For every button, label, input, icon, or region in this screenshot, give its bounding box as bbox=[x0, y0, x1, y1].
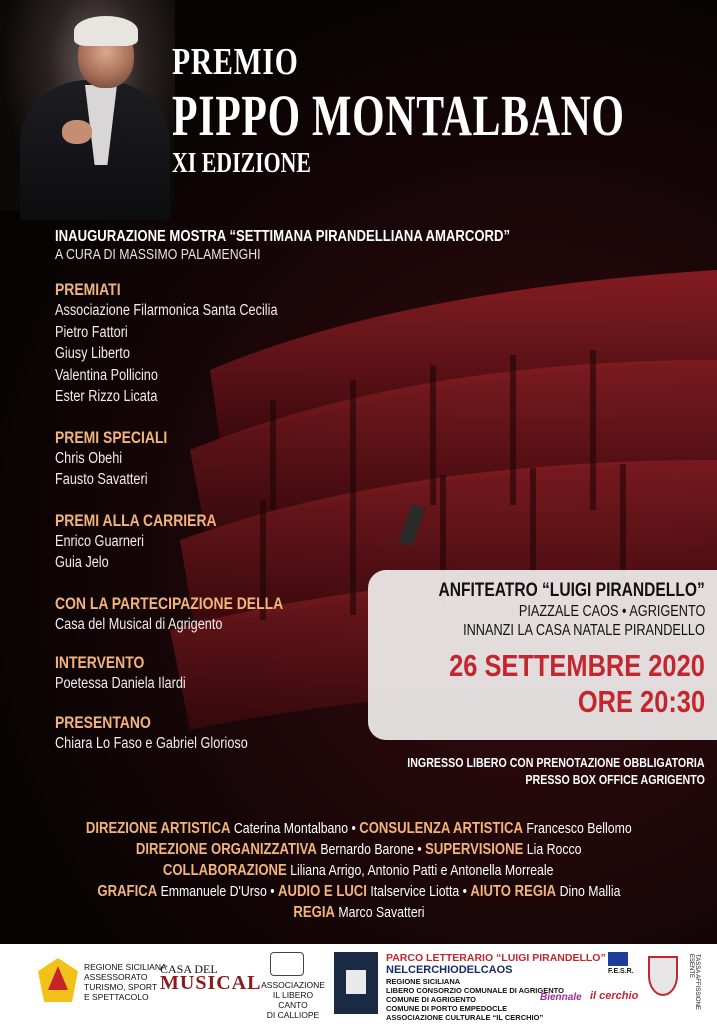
mostra-curator: A CURA DI MASSIMO PALAMENGHI bbox=[55, 246, 261, 263]
ingresso-line-2: PRESSO BOX OFFICE AGRIGENTO bbox=[525, 772, 705, 787]
tassa-affissione-note: TASSA AFFISSIONE ESENTE bbox=[688, 954, 700, 1010]
portrait-photo bbox=[0, 0, 175, 210]
list-item: Chris Obehi bbox=[55, 449, 123, 467]
list-item: Giusy Liberto bbox=[55, 345, 130, 362]
title-premio: PREMIO bbox=[172, 41, 299, 83]
fesr-label: F.E.S.R. bbox=[608, 968, 634, 975]
list-item: Poetessa Daniela Ilardi bbox=[55, 675, 186, 692]
ingresso-line-1: INGRESSO LIBERO CON PRENOTAZIONE OBBLIGATORIA bbox=[407, 755, 705, 770]
credits-line: DIREZIONE ORGANIZZATIVA Bernardo Barone • SUPERVISIONE Lia Rocco bbox=[135, 841, 582, 858]
credits-line: COLLABORAZIONE Liliana Arrigo, Antonio Patti e Antonella Morreale bbox=[163, 862, 554, 879]
section-premi-speciali bbox=[55, 428, 575, 491]
list-item: Chiara Lo Faso e Gabriel Glorioso bbox=[55, 734, 248, 752]
section-premi-carriera bbox=[55, 511, 575, 574]
section-heading: INTERVENTO bbox=[55, 653, 145, 672]
eu-flag-icon bbox=[608, 952, 628, 966]
list-item: Fausto Savatteri bbox=[55, 471, 148, 488]
list-item: Ester Rizzo Licata bbox=[55, 388, 158, 405]
casa-del-musical-logo: CASA DEL MUSICAL bbox=[160, 962, 262, 994]
credits-line: DIREZIONE ARTISTICA Caterina Montalbano • CONSULENZA ARTISTICA Francesco Bellomo bbox=[85, 820, 632, 837]
section-heading: PREMI ALLA CARRIERA bbox=[55, 510, 217, 530]
mostra-block bbox=[55, 228, 575, 264]
list-item: Valentina Pollicino bbox=[55, 366, 158, 384]
list-item: Pietro Fattori bbox=[55, 323, 128, 341]
parco-letterario-logo-icon bbox=[334, 952, 378, 1014]
venue-address: PIAZZALE CAOS • AGRIGENTO bbox=[518, 603, 705, 620]
section-premiati bbox=[55, 280, 575, 408]
venue-name: ANFITEATRO “LUIGI PIRANDELLO” bbox=[438, 580, 705, 601]
sponsor-footer bbox=[0, 944, 717, 1024]
venue-box bbox=[368, 570, 717, 740]
list-item: Enrico Guarneri bbox=[55, 532, 145, 550]
section-heading: PREMI SPECIALI bbox=[55, 427, 168, 447]
section-heading: CON LA PARTECIPAZIONE DELLA bbox=[55, 593, 284, 613]
calliope-logo-icon bbox=[270, 952, 304, 976]
comune-crest-icon bbox=[648, 956, 678, 996]
list-item: Casa del Musical di Agrigento bbox=[55, 615, 223, 633]
credits-block bbox=[0, 818, 717, 923]
list-item: Guia Jelo bbox=[55, 554, 109, 571]
credits-line: REGIA Marco Savatteri bbox=[292, 904, 425, 921]
section-heading: PREMIATI bbox=[55, 280, 121, 299]
biennale-logo: Biennale bbox=[540, 992, 582, 1003]
parco-letterario-text: PARCO LETTERARIO “LUIGI PIRANDELLO” NELCERCHIODELCAOS REGIONE SICILIANA LIBERO CONSORZIO COMUNALE DI AGRIGENTO COMUNE DI AGRIGENTO COMUNE DI PORTO EMPEDOCLE ASSOCIAZIONE CULTURALE “IL CERCHIO” bbox=[386, 952, 606, 1022]
list-item: Associazione Filarmonica Santa Cecilia bbox=[55, 302, 278, 319]
ingresso-info bbox=[342, 754, 705, 788]
venue-note: INNANZI LA CASA NATALE PIRANDELLO bbox=[463, 622, 705, 639]
mostra-title: INAUGURAZIONE MOSTRA “SETTIMANA PIRANDELLIANA AMARCORD” bbox=[55, 228, 511, 245]
title-edition: XI EDIZIONE bbox=[172, 148, 311, 179]
section-heading: PRESENTANO bbox=[55, 712, 151, 732]
il-cerchio-logo: il cerchio bbox=[590, 990, 639, 1002]
regione-text: REGIONE SICILIANA ASSESSORATO TURISMO, SPORT E SPETTACOLO bbox=[84, 962, 167, 1002]
title-name: PIPPO MONTALBANO bbox=[172, 83, 625, 148]
credits-line: GRAFICA Emmanuele D'Urso • AUDIO E LUCI Italservice Liotta • AIUTO REGIA Dino Mallia bbox=[96, 883, 621, 900]
regione-sicilia-logo-icon bbox=[38, 958, 78, 1002]
event-time: ORE 20:30 bbox=[577, 684, 705, 719]
event-date: 26 SETTEMBRE 2020 bbox=[449, 648, 705, 683]
calliope-text: ASSOCIAZIONE IL LIBERO CANTO DI CALLIOPE bbox=[261, 980, 325, 1020]
